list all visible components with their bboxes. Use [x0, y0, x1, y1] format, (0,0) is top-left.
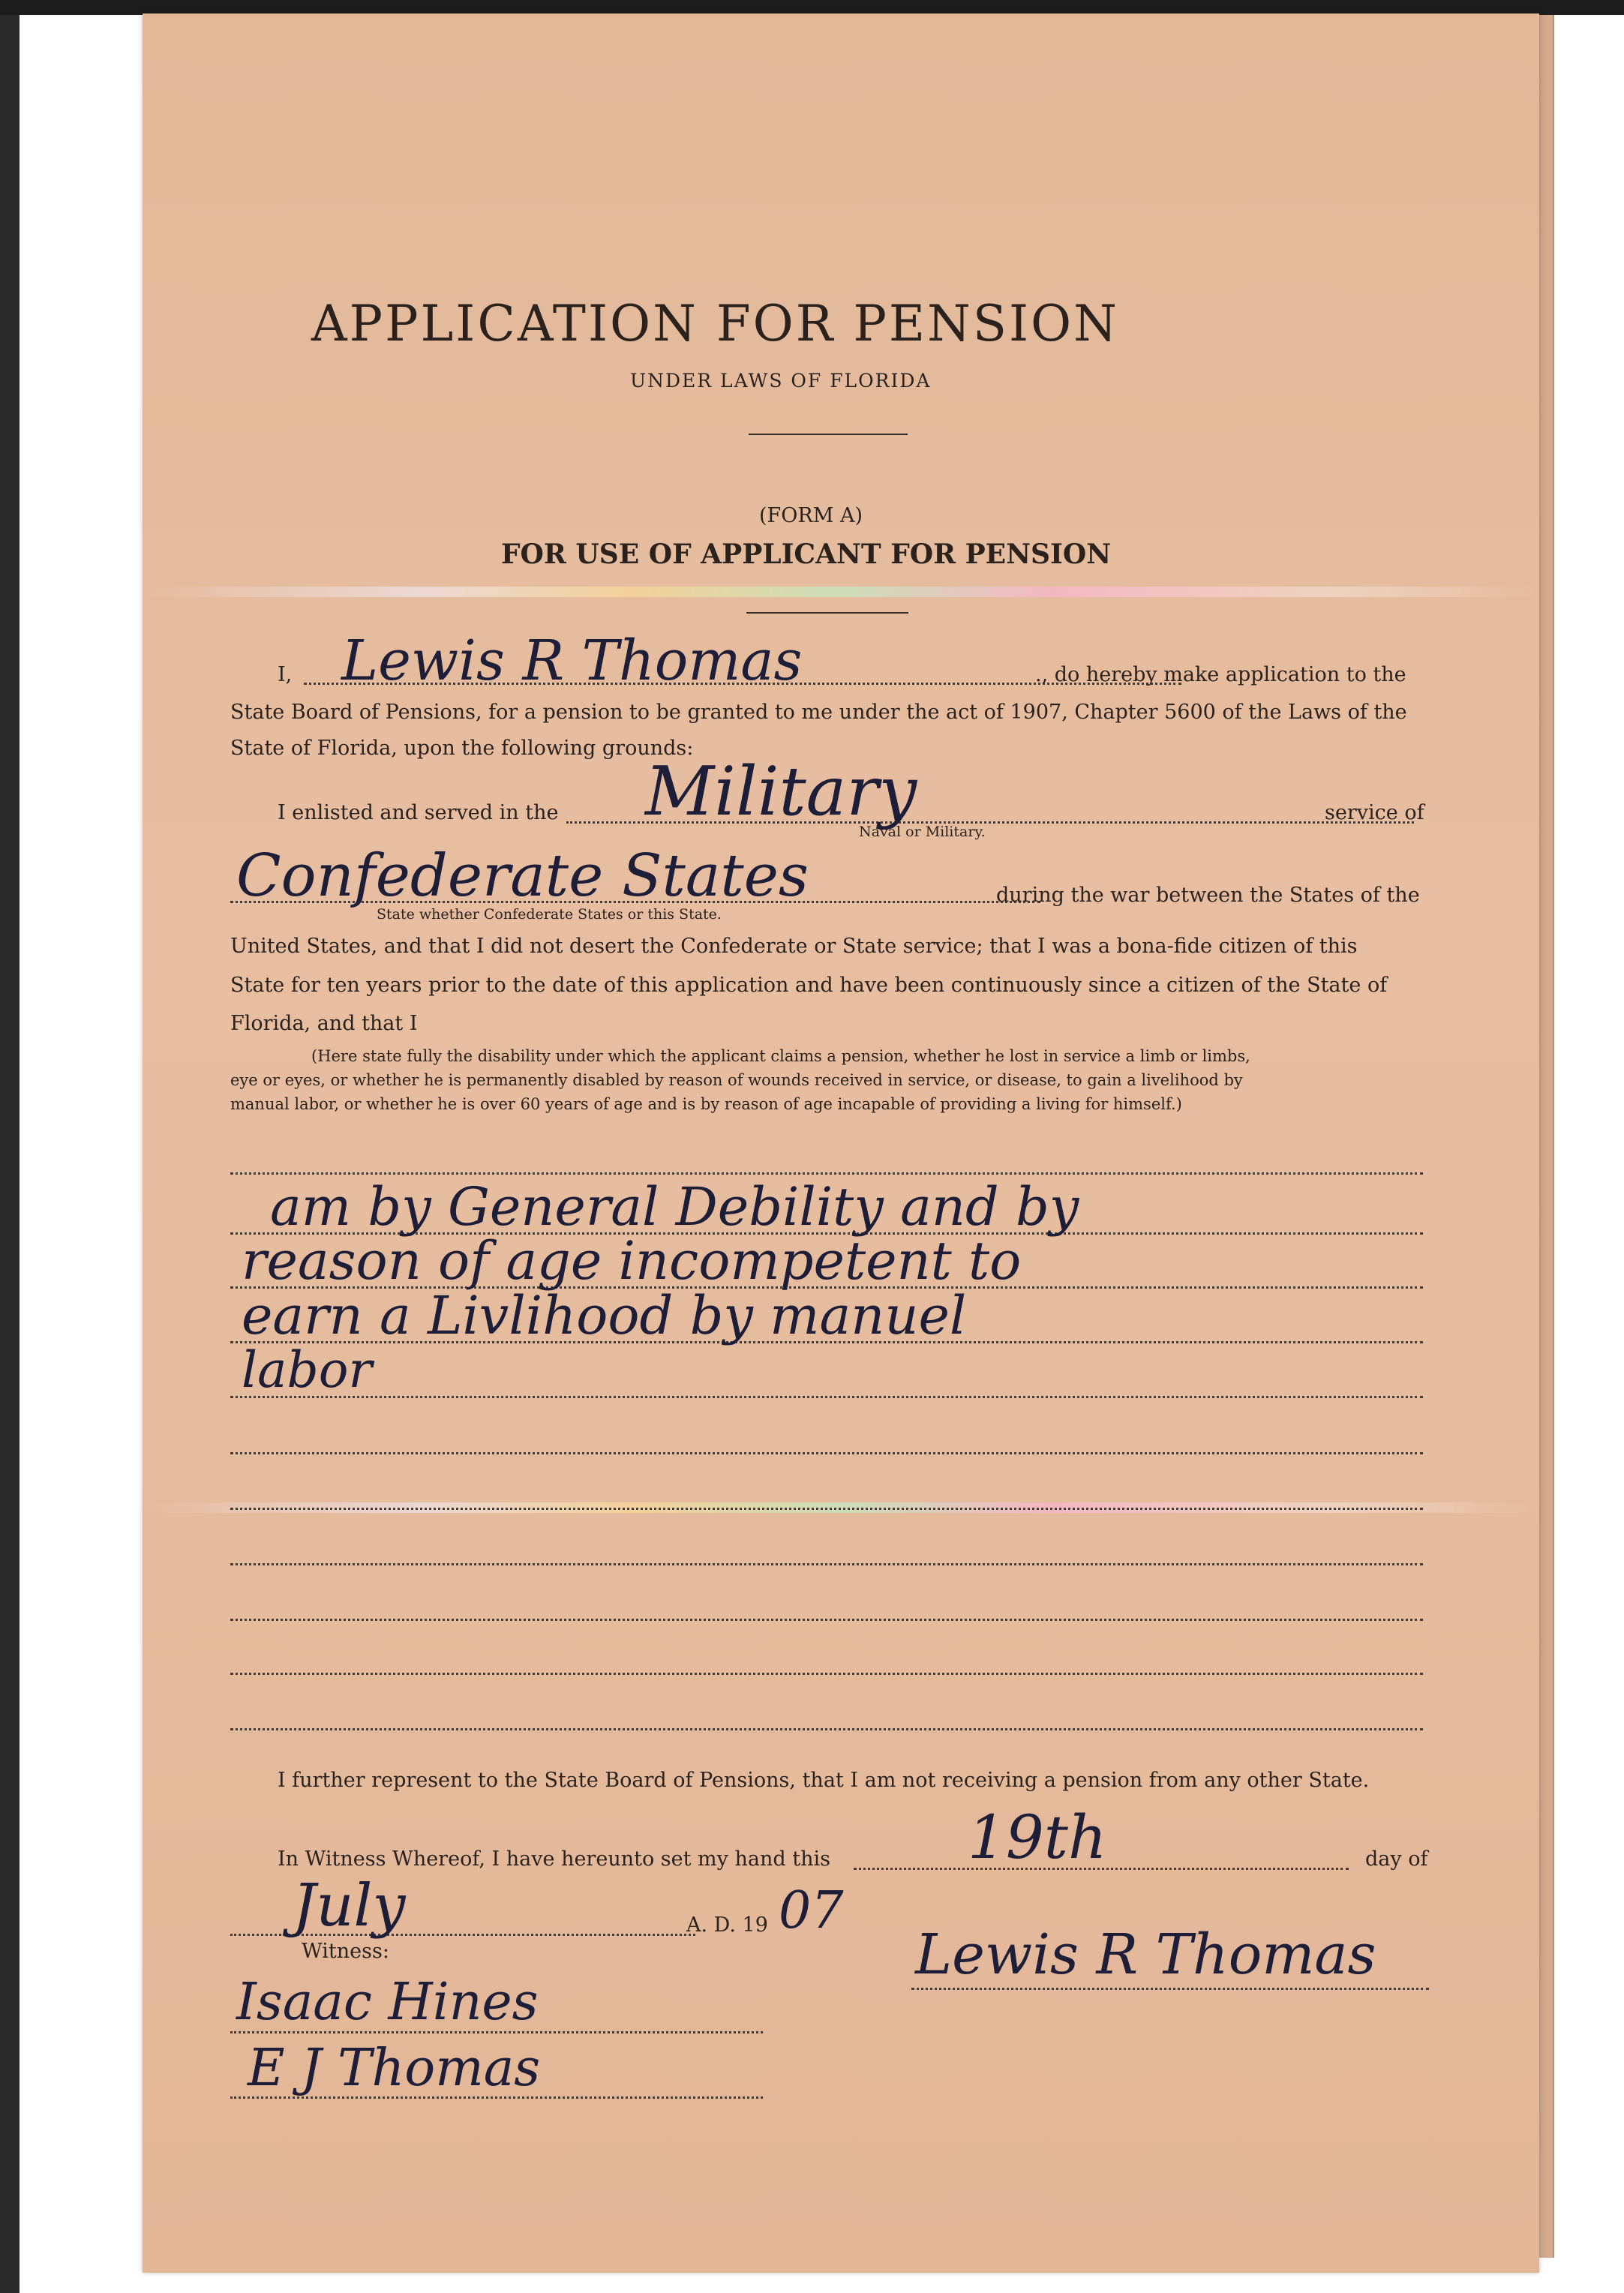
disability-line-10 [230, 1728, 1423, 1730]
line1-suffix: ., do hereby make application to the [1035, 663, 1406, 686]
form-label: (FORM A) [759, 504, 863, 527]
service-handwritten: Military [645, 752, 917, 831]
scan-top-edge [0, 0, 1624, 15]
day-handwritten: 19th [968, 1802, 1107, 1872]
disability-line-6 [230, 1508, 1423, 1510]
naval-hint: Naval or Military. [859, 824, 986, 840]
disability-line-8 [230, 1619, 1423, 1621]
disability-line-4 [230, 1396, 1423, 1398]
instruction-line2: eye or eyes, or whether he is permanently disabled by reason of wounds received in service, or disease, to gain a livelihood by [230, 1071, 1243, 1089]
disability-line-9 [230, 1673, 1423, 1675]
month-handwritten: July [293, 1872, 406, 1940]
pension-form-sheet [143, 14, 1539, 2273]
during-text: during the war between the States of the [996, 884, 1420, 907]
para-line1: United States, and that I did not desert the Confederate or State service; that I was a bona-fide citizen of this [230, 935, 1358, 958]
enlisted-suffix: service of [1325, 801, 1424, 824]
applicant-signature-line [911, 1988, 1429, 1990]
scan-left-edge [0, 0, 20, 2293]
form-title: APPLICATION FOR PENSION [311, 295, 1119, 353]
witness-label: Witness: [302, 1940, 389, 1963]
year-handwritten: 07 [779, 1881, 844, 1940]
disability-line-blank-top [230, 1172, 1423, 1175]
fold-crease-top [143, 587, 1539, 597]
state-hint: State whether Confederate States or this State. [377, 906, 722, 923]
witness-whereof: In Witness Whereof, I have hereunto set my hand this [278, 1847, 830, 1871]
applicant-name-handwritten: Lewis R Thomas [341, 629, 803, 693]
form-subtitle: UNDER LAWS OF FLORIDA [630, 370, 932, 392]
disability-handwritten-3: earn a Livlihood by manuel [242, 1285, 967, 1346]
further-statement: I further represent to the State Board of Pensions, that I am not receiving a pension from any other State. [278, 1769, 1370, 1792]
disability-line-7 [230, 1563, 1423, 1565]
disability-handwritten-4: labor [242, 1341, 372, 1399]
instruction-line3: manual labor, or whether he is over 60 years of age and is by reason of age incapable of providing a living for himself.) [230, 1095, 1182, 1113]
form-heading: FOR USE OF APPLICANT FOR PENSION [501, 539, 1112, 570]
ad-label: A. D. 19 [686, 1913, 768, 1937]
disability-handwritten-2: reason of age incompetent to [242, 1230, 1022, 1292]
confederacy-handwritten: Confederate States [236, 842, 809, 910]
line3: State of Florida, upon the following grounds: [230, 737, 694, 760]
witness2-signature: E J Thomas [248, 2039, 541, 2098]
instruction-line1: (Here state fully the disability under which the applicant claims a pension, whether he lost in service a limb or limbs, [311, 1047, 1250, 1065]
witness1-signature: Isaac Hines [236, 1973, 539, 2032]
header-rule [749, 434, 908, 435]
disability-handwritten-1: am by General Debility and by [270, 1176, 1079, 1238]
line2: State Board of Pensions, for a pension to be granted to me under the act of 1907, Chapter 5600 of the Laws of the [230, 701, 1407, 724]
para-line3: Florida, and that I [230, 1012, 418, 1035]
disability-line-5 [230, 1452, 1423, 1454]
applicant-signature: Lewis R Thomas [915, 1922, 1376, 1987]
enlisted-prefix: I enlisted and served in the [278, 801, 559, 824]
day-of: day of [1365, 1847, 1428, 1871]
line1-prefix: I, [278, 663, 293, 686]
heading-rule [746, 612, 908, 614]
para-line2: State for ten years prior to the date of this application and have been continuously since a citizen of the State of [230, 974, 1388, 997]
